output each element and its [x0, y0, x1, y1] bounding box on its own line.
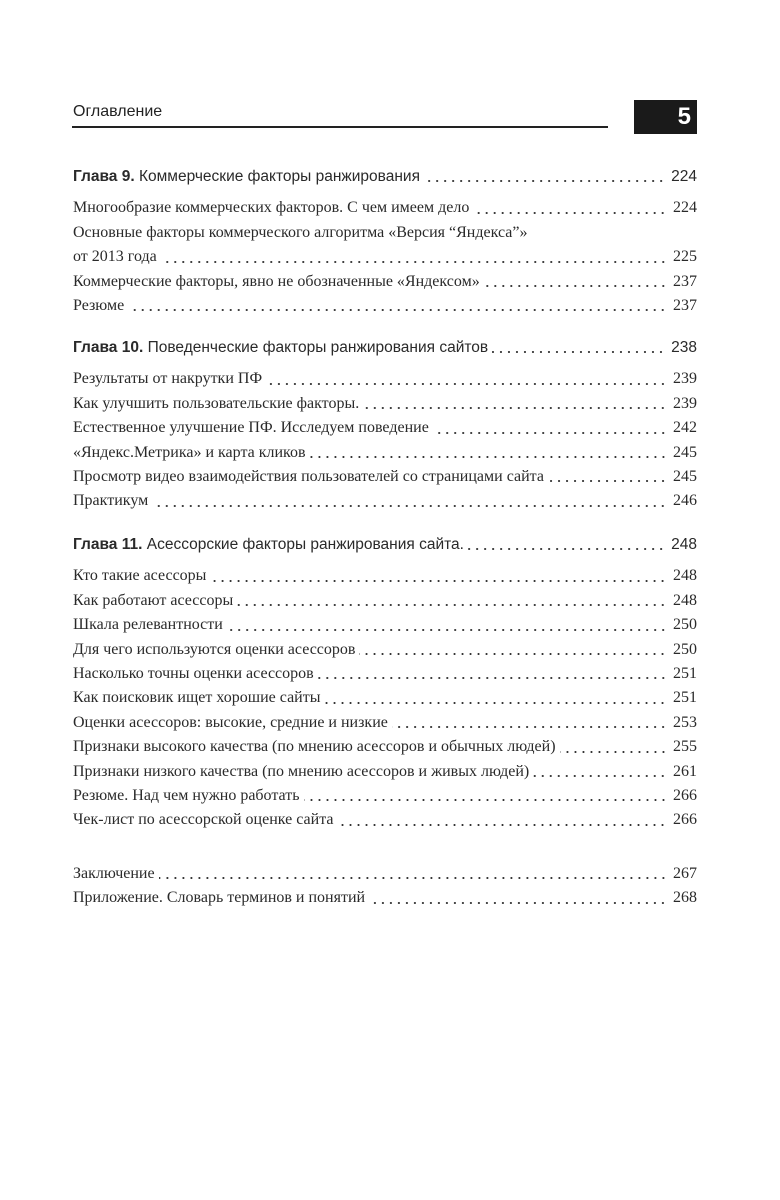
- entry-page-number: 250: [673, 640, 697, 658]
- entry-page-number: 237: [673, 272, 697, 290]
- toc-entry[interactable]: [73, 886, 697, 910]
- chapter-9-section: [73, 165, 697, 318]
- dot-leader: [310, 441, 667, 465]
- dot-leader: [210, 564, 667, 588]
- entry-page-number: 268: [673, 889, 697, 907]
- toc-entry[interactable]: [73, 808, 697, 832]
- dot-leader: [560, 735, 667, 759]
- entry-page-number: 248: [673, 567, 697, 585]
- entry-title: Признаки высокого качества (по мнению асессоров и обычных людей): [73, 738, 556, 756]
- toc-chapter-entry[interactable]: [73, 165, 697, 189]
- toc-entry[interactable]: [73, 416, 697, 440]
- toc-entry[interactable]: [73, 589, 697, 613]
- entry-page-number: 245: [673, 443, 697, 461]
- entry-title: Чек-лист по асессорской оценке сайта: [73, 811, 334, 829]
- entry-page-number: 245: [673, 467, 697, 485]
- entry-title: Признаки низкого качества (по мнению асессоров и живых людей): [73, 762, 530, 780]
- entry-title: Как поисковик ищет хорошие сайты: [73, 689, 321, 707]
- entry-title: Как улучшить пользовательские факторы.: [73, 394, 360, 412]
- toc-entry[interactable]: [73, 367, 697, 391]
- dot-leader: [392, 711, 667, 735]
- toc-entry[interactable]: [73, 270, 697, 294]
- entry-title: [73, 165, 424, 189]
- entry-page-number: 255: [673, 738, 697, 756]
- toc-entry[interactable]: [73, 662, 697, 686]
- entry-page-number: 251: [673, 664, 697, 682]
- entry-title: Коммерческие факторы, явно не обозначенные «Яндексом»: [73, 272, 480, 290]
- dot-leader: [161, 245, 667, 269]
- entry-title: Естественное улучшение ПФ. Исследуем поведение: [73, 419, 429, 437]
- dot-leader: [492, 336, 665, 360]
- toc-entry[interactable]: [73, 735, 697, 759]
- entry-page-number: 250: [673, 616, 697, 634]
- toc-entry[interactable]: [73, 760, 697, 784]
- entry-title: от 2013 года: [73, 248, 157, 266]
- entry-title: Насколько точны оценки асессоров: [73, 664, 314, 682]
- dot-leader: [533, 760, 667, 784]
- entry-title: Резюме: [73, 296, 125, 314]
- page-number: 5: [634, 100, 697, 134]
- toc-entry[interactable]: [73, 686, 697, 710]
- toc-entry[interactable]: [73, 564, 697, 588]
- entry-title: Как работают асессоры: [73, 591, 234, 609]
- chapter-label: Глава 10.: [73, 338, 144, 356]
- entry-title: Кто такие асессоры: [73, 567, 207, 585]
- toc-entry[interactable]: [73, 489, 697, 513]
- toc-chapter-entry[interactable]: [73, 533, 697, 557]
- entry-page-number: 242: [673, 419, 697, 437]
- entry-title: [73, 336, 492, 360]
- dot-leader: [473, 196, 667, 220]
- chapter-10-section: [73, 336, 697, 514]
- toc-entry[interactable]: [73, 196, 697, 220]
- dot-leader: [433, 416, 667, 440]
- entry-page-number: 266: [673, 786, 697, 804]
- entry-page-number: 237: [673, 296, 697, 314]
- dot-leader: [237, 589, 667, 613]
- entry-page-number: 267: [673, 864, 697, 882]
- chapter-label: Глава 11.: [73, 535, 143, 553]
- toc-entry[interactable]: [73, 294, 697, 318]
- dot-leader: [152, 489, 667, 513]
- entry-title: Оценки асессоров: высокие, средние и низкие: [73, 713, 388, 731]
- entry-title: Заключение: [73, 864, 155, 882]
- chapter-label: Глава 9.: [73, 167, 135, 185]
- dot-leader: [359, 638, 667, 662]
- entry-title: Приложение. Словарь терминов и понятий: [73, 889, 366, 907]
- toc-entry[interactable]: [73, 711, 697, 735]
- entry-page-number: 225: [673, 248, 697, 266]
- entry-title: Шкала релевантности: [73, 616, 223, 634]
- dot-leader: [318, 662, 667, 686]
- entry-title: [73, 533, 468, 557]
- entry-page-number: 266: [673, 811, 697, 829]
- dot-leader: [266, 367, 667, 391]
- dot-leader: [337, 808, 667, 832]
- entry-title: «Яндекс.Метрика» и карта кликов: [73, 443, 306, 461]
- entry-page-number: 251: [673, 689, 697, 707]
- entry-title: Резюме. Над чем нужно работать: [73, 786, 300, 804]
- entry-page-number: 246: [673, 492, 697, 510]
- back-matter-section: [73, 862, 697, 911]
- dot-leader: [227, 613, 667, 637]
- entry-page-number: 238: [671, 338, 697, 356]
- dot-leader: [424, 165, 665, 189]
- toc-entry[interactable]: [73, 638, 697, 662]
- entry-page-number: 224: [671, 167, 697, 185]
- entry-page-number: 261: [673, 762, 697, 780]
- toc-entry[interactable]: [73, 613, 697, 637]
- entry-title-line1[interactable]: Основные факторы коммерческого алгоритма «Версия “Яндекса”»: [73, 223, 528, 241]
- chapter-title: Поведенческие факторы ранжирования сайтов: [147, 338, 489, 356]
- dot-leader: [363, 392, 667, 416]
- dot-leader: [484, 270, 667, 294]
- dot-leader: [468, 533, 665, 557]
- entry-title: Для чего используются оценки асессоров: [73, 640, 356, 658]
- dot-leader: [159, 862, 667, 886]
- running-header-title: Оглавление: [73, 103, 163, 120]
- chapter-11-section: [73, 533, 697, 833]
- entry-page-number: 239: [673, 394, 697, 412]
- toc-entry[interactable]: [73, 784, 697, 808]
- toc-entry[interactable]: [73, 392, 697, 416]
- dot-leader: [128, 294, 667, 318]
- toc-chapter-entry[interactable]: [73, 336, 697, 360]
- toc-entry[interactable]: [73, 245, 697, 269]
- dot-leader: [304, 784, 667, 808]
- toc-entry[interactable]: [73, 441, 697, 465]
- dot-leader: [548, 465, 667, 489]
- dot-leader: [369, 886, 667, 910]
- entry-page-number: 239: [673, 370, 697, 388]
- entry-title: Просмотр видео взаимодействия пользователей со страницами сайта: [73, 467, 544, 485]
- header-rule: [72, 126, 608, 128]
- entry-title: Многообразие коммерческих факторов. С чем имеем дело: [73, 199, 470, 217]
- entry-page-number: 224: [673, 199, 697, 217]
- chapter-title: Коммерческие факторы ранжирования: [138, 167, 420, 185]
- entry-page-number: 248: [673, 591, 697, 609]
- entry-title: Практикум: [73, 492, 149, 510]
- toc-entry[interactable]: [73, 465, 697, 489]
- entry-page-number: 253: [673, 713, 697, 731]
- entry-title: Результаты от накрутки ПФ: [73, 370, 263, 388]
- dot-leader: [324, 686, 667, 710]
- entry-page-number: 248: [671, 535, 697, 553]
- chapter-title: Асессорские факторы ранжирования сайта.: [146, 535, 464, 553]
- toc-entry[interactable]: [73, 862, 697, 886]
